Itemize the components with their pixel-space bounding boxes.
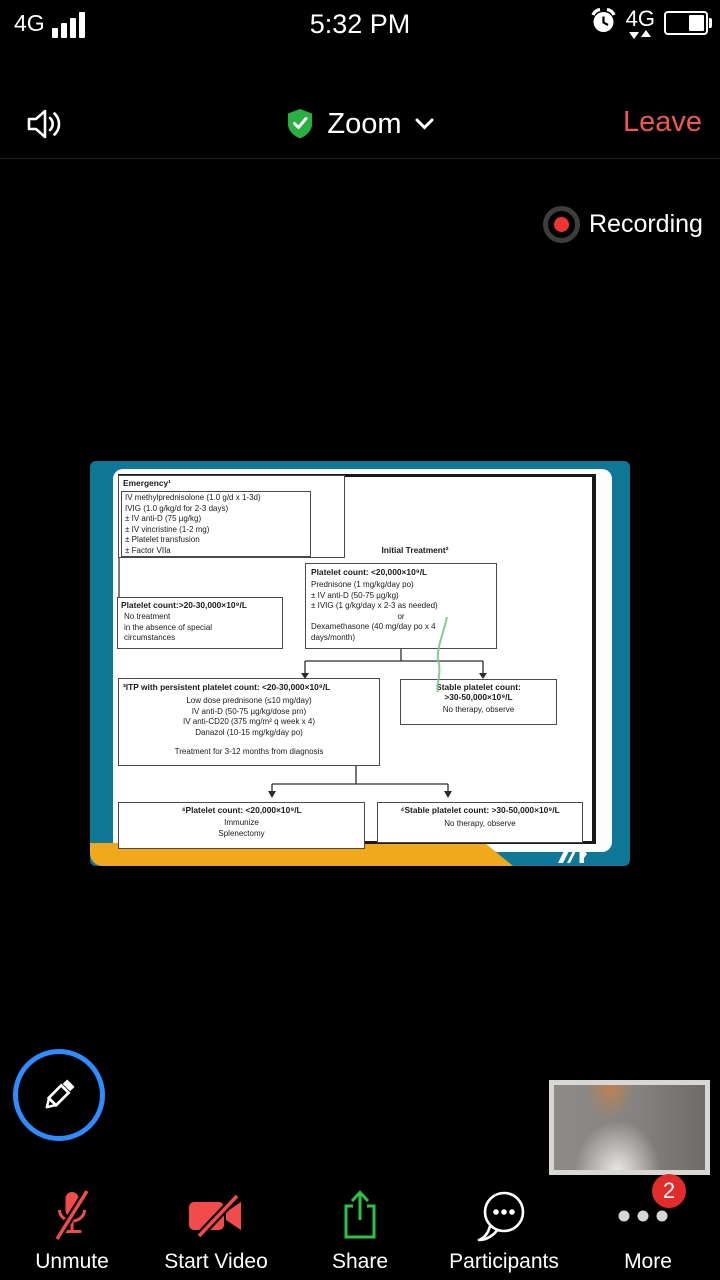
flowchart-line: No therapy, observe <box>444 819 516 828</box>
box-title: Platelet count: <20,000×10⁹/L <box>311 567 428 577</box>
observe-box <box>377 802 583 843</box>
mic-muted-icon <box>49 1189 95 1243</box>
participants-button[interactable] <box>432 1182 576 1280</box>
share-button[interactable] <box>288 1182 432 1280</box>
recording-indicator[interactable] <box>543 206 703 243</box>
pencil-icon <box>36 1072 82 1118</box>
more-button[interactable] <box>576 1178 720 1280</box>
annotate-button[interactable] <box>13 1049 105 1141</box>
status-bar <box>0 0 720 48</box>
flowchart-line: IV anti-D (50-75 µg/kg/dose prn) <box>191 706 307 716</box>
camera-muted-icon <box>187 1193 245 1239</box>
emergency-drugs-box <box>121 491 311 557</box>
carrier-label: 4G <box>14 10 45 36</box>
flowchart-line: IV anti-CD20 (375 mg/m² q week x 4) <box>182 717 316 727</box>
flowchart-line: Immunize <box>224 818 259 827</box>
encryption-shield-icon <box>286 108 314 140</box>
network-type-indicator <box>626 7 655 39</box>
flowchart-line: Dexamethasone (40 mg/day po x 4 <box>311 622 436 632</box>
more-dots-icon <box>616 1208 680 1224</box>
no-treatment-box <box>117 597 283 649</box>
flowchart-line: Danazol (10-15 mg/kg/day po) <box>195 727 303 737</box>
battery-icon <box>664 11 708 35</box>
box-title: Platelet count:>20-30,000×10⁹/L <box>121 600 247 610</box>
flowchart-line: Splenectomy <box>218 828 265 838</box>
stable-platelet-box <box>400 679 557 725</box>
flowchart-line: Treatment for 3-12 months from diagnosis <box>174 747 324 757</box>
meeting-toolbar <box>0 1178 720 1280</box>
start-video-label: Start Video <box>164 1250 268 1273</box>
flowchart <box>118 474 596 844</box>
flowchart-line: No treatment <box>124 612 171 621</box>
initial-treatment-box <box>305 563 497 649</box>
flowchart-line: ± Platelet transfusion <box>125 535 200 545</box>
box-title: ⁴Stable platelet count: >30-50,000×10⁹/L <box>400 805 560 815</box>
meeting-title: Zoom <box>327 107 402 140</box>
slide-footer-band-edge <box>485 843 513 866</box>
self-video-thumbnail[interactable] <box>549 1080 710 1175</box>
participants-icon <box>475 1188 533 1244</box>
meeting-header <box>0 90 720 159</box>
start-video-button[interactable] <box>144 1182 288 1280</box>
splenectomy-box <box>118 802 365 849</box>
emergency-title: Emergency¹ <box>123 478 171 488</box>
flowchart-line: No therapy, observe <box>442 705 515 714</box>
box-title: >30-50,000×10⁹/L <box>444 692 513 702</box>
data-activity-arrows-icon <box>629 32 651 39</box>
recording-dot-icon <box>554 217 569 232</box>
flowchart-line: ± IVIG (1 g/kg/day x 2-3 as needed) <box>311 601 438 611</box>
more-label: More <box>624 1250 672 1273</box>
flowchart-line: circumstances <box>124 633 176 643</box>
recording-label: Recording <box>589 210 703 238</box>
itp-persistent-box <box>118 678 380 766</box>
box-title: Stable platelet count: <box>436 682 521 692</box>
share-label: Share <box>331 1250 389 1273</box>
network-label: 4G <box>625 6 655 31</box>
recording-ring-icon <box>543 206 580 243</box>
box-title: ³ITP with persistent platelet count: <20-30,000×10⁹/L <box>123 682 331 692</box>
meeting-title-dropdown[interactable] <box>0 90 720 158</box>
flowchart-line: or <box>397 611 405 621</box>
flowchart-line: ± Factor VIIa <box>125 545 171 555</box>
chevron-down-icon <box>415 118 434 130</box>
flowchart-line: ± IV anti-D (50-75 µg/kg) <box>311 590 399 600</box>
flowchart-line: Low dose prednisone (≤10 mg/day) <box>186 696 312 705</box>
flowchart-line: days/month) <box>311 632 356 642</box>
flowchart-line: Prednisone (1 mg/kg/day po) <box>311 580 414 589</box>
flowchart-line: IV methylprednisolone (1.0 g/d x 1-3d) <box>125 493 261 502</box>
more-badge: 2 <box>652 1174 686 1208</box>
shared-screen-slide <box>90 461 630 866</box>
flowchart-line: IVIG (1.0 g/kg/d for 2-3 days) <box>125 503 229 513</box>
unmute-label: Unmute <box>35 1250 109 1273</box>
slide-logo-icon <box>555 842 587 871</box>
participants-label: Participants <box>449 1250 559 1273</box>
alarm-icon <box>590 6 617 40</box>
flowchart-line: in the absence of special <box>124 622 213 632</box>
share-icon <box>336 1189 384 1243</box>
box-title: ⁴Platelet count: <20,000×10⁹/L <box>181 805 302 815</box>
initial-treatment-label: Initial Treatment² <box>381 545 449 555</box>
unmute-button[interactable] <box>0 1182 144 1280</box>
leave-button[interactable]: Leave <box>622 106 702 138</box>
flowchart-line: ± IV vincristine (1-2 mg) <box>125 524 210 534</box>
clock-time: 5:32 PM <box>309 9 411 39</box>
flowchart-line: ± IV anti-D (75 µg/kg) <box>125 514 202 524</box>
